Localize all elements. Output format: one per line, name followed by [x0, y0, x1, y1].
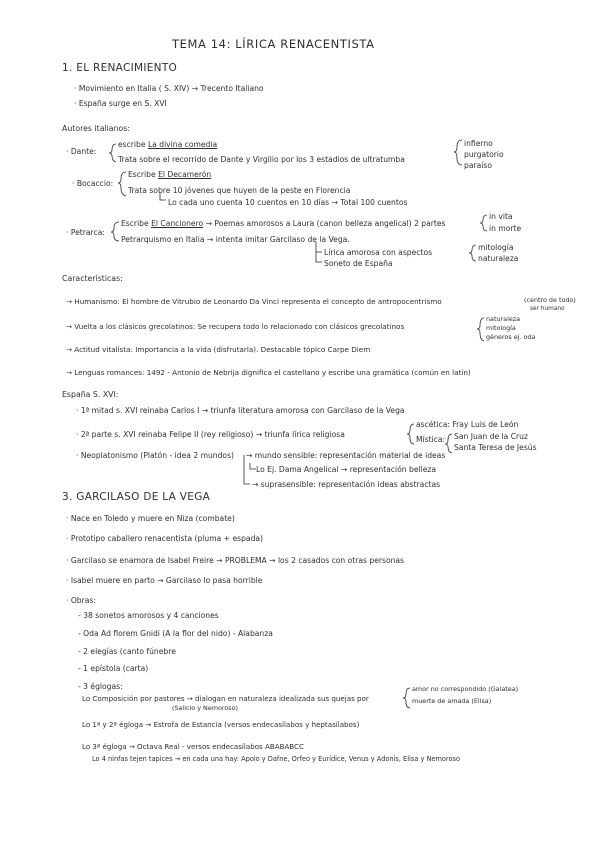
boccaccio-label: · Bocaccio:: [72, 179, 114, 188]
egloga-tercera: Lo 3ª égloga → Octava Real - versos endecasílabos ABABABCC: [82, 742, 304, 751]
caract-vitalista: → Actitud vitalista: Importancia a la vida (disfrutarla). Destacable tópico Carpe Diem: [66, 345, 371, 354]
clasicos-mitologia: mitología: [486, 324, 516, 332]
dante-label: · Dante:: [66, 147, 97, 156]
ascetica: ascética: Fray Luis de León: [416, 420, 519, 429]
dante-estadio-3: paraíso: [464, 161, 492, 170]
clasicos-generos: géneros ej. oda: [486, 333, 536, 341]
neo-sensible: → mundo sensible: representación material de ideas: [246, 451, 446, 460]
boccaccio-line3: Lo cada uno cuenta 10 cuentos en 10 días → Total 100 cuentos: [168, 198, 408, 207]
obra-sonetos: - 38 sonetos amorosos y 4 canciones: [78, 611, 219, 620]
caract-humanismo: → Humanismo: El hombre de Vitrubio de Leonardo Da Vinci representa el concepto de antropocentrismo: [66, 297, 442, 306]
mistica-1: San Juan de la Cruz: [454, 432, 528, 441]
caract-lenguas: → Lenguas romances: 1492 - Antonio de Nebrija dignifica el castellano y escribe una gramática (común en latín): [66, 368, 471, 377]
petrarca-label: · Petrarca:: [66, 228, 105, 237]
petrarca-sub2: Soneto de España: [324, 259, 393, 268]
page-title: TEMA 14: LÍRICA RENACENTISTA: [172, 37, 375, 51]
petrarca-mitologia: mitología: [478, 243, 514, 252]
section-heading-garcilaso: 3. GARCILASO DE LA VEGA: [62, 491, 211, 503]
petrarca-naturaleza: naturaleza: [478, 254, 519, 263]
mistica-2: Santa Teresa de Jesús: [454, 443, 537, 452]
dante-line2: Trata sobre el recorrido de Dante y Virgilio por los 3 estadios de ultratumba: [118, 155, 405, 164]
neo-ejemplo: Lo Ej. Dama Angelical → representación belleza: [256, 465, 437, 474]
petrarca-line1: Escribe El Cancionero → Poemas amorosos a Laura (canon belleza angelical) 2 partes: [121, 219, 446, 228]
caract-clasicos: → Vuelta a los clásicos grecolatinos: Se recupera todo lo relacionado con clásicos grecolatinos: [66, 322, 405, 331]
dante-estadio-1: infierno: [464, 139, 493, 148]
egloga-amor: amor no correspondido (Galatea): [412, 685, 519, 693]
bullet-espana: · España surge en S. XVI: [74, 99, 167, 108]
clasicos-naturaleza: naturaleza: [486, 315, 521, 323]
boccaccio-line1: Escribe El Decamerón: [128, 170, 212, 179]
petrarca-parte-2: in morte: [489, 224, 522, 233]
neo-suprasensible: → suprasensible: representación ideas abstractas: [252, 480, 441, 489]
espana-neoplatonismo: · Neoplatonismo (Platón - idea 2 mundos): [76, 451, 235, 460]
garcilaso-muerte-isabel: · Isabel muere en parto → Garcilaso lo pasa horrible: [66, 576, 263, 585]
obra-epistola: - 1 epístola (carta): [78, 664, 149, 673]
espana-heading: España S. XVI:: [62, 390, 119, 399]
egloga-pastores: (Salicio y Nemoroso): [172, 704, 239, 712]
petrarca-line2: Petrarquismo en Italia → intenta imitar Garcilaso de la Vega.: [121, 235, 350, 244]
caracteristicas-heading: Características:: [62, 274, 123, 283]
espana-primera-mitad: · 1ª mitad s. XVI reinaba Carlos I → triunfa literatura amorosa con Garcilaso de la Vega: [76, 406, 405, 415]
petrarca-parte-1: in vita: [489, 212, 513, 221]
section-heading-renacimiento: 1. EL RENACIMIENTO: [62, 62, 178, 74]
egloga-primera-segunda: Lo 1ª y 2ª égloga → Estrofa de Estancia (versos endecasílabos y heptasílabos): [82, 720, 360, 729]
egloga-composicion: Lo Composición por pastores → dialogan en naturaleza idealizada sus quejas por: [82, 694, 369, 703]
boccaccio-line2: Trata sobre 10 jóvenes que huyen de la peste en Florencia: [128, 186, 351, 195]
caract-humanismo-note2: ser humano: [530, 306, 565, 312]
petrarca-sub1: Lírica amorosa con aspectos: [324, 248, 433, 257]
garcilaso-isabel: · Garcilaso se enamora de Isabel Freire → PROBLEMA → los 2 casados con otras personas: [66, 556, 405, 565]
obra-eglogas: - 3 églogas:: [78, 682, 123, 691]
egloga-ninfas: Lo 4 ninfas tejen tapices → en cada una hay: Apolo y Dafne, Orfeo y Eurídice, Venus y Adonis, Elisa y Nemoroso: [92, 755, 460, 763]
dante-estadio-2: purgatorio: [464, 150, 504, 159]
garcilaso-prototipo: · Prototipo caballero renacentista (pluma + espada): [66, 534, 263, 543]
obra-elegias: - 2 elegías (canto fúnebre: [78, 647, 176, 656]
garcilaso-nace: · Nace en Toledo y muere en Niza (combate): [66, 514, 235, 523]
obra-oda: - Oda Ad florem Gnidi (A la flor del nido) - Alabanza: [78, 629, 273, 638]
autores-heading: Autores italianos:: [62, 124, 130, 133]
obras-heading: · Obras:: [66, 596, 96, 605]
mistica: Mística:: [416, 435, 446, 444]
bullet-movimiento: · Movimiento en Italia ( S. XIV) → Trecento Italiano: [74, 84, 264, 93]
egloga-muerte: muerte de amada (Elisa): [412, 697, 492, 705]
caract-humanismo-note1: (centro de todo): [524, 296, 576, 304]
dante-line1: escribe La divina comedia: [118, 140, 218, 149]
espana-segunda-parte: · 2ª parte s. XVI reinaba Felipe II (rey religioso) → triunfa lírica religiosa: [76, 430, 345, 439]
